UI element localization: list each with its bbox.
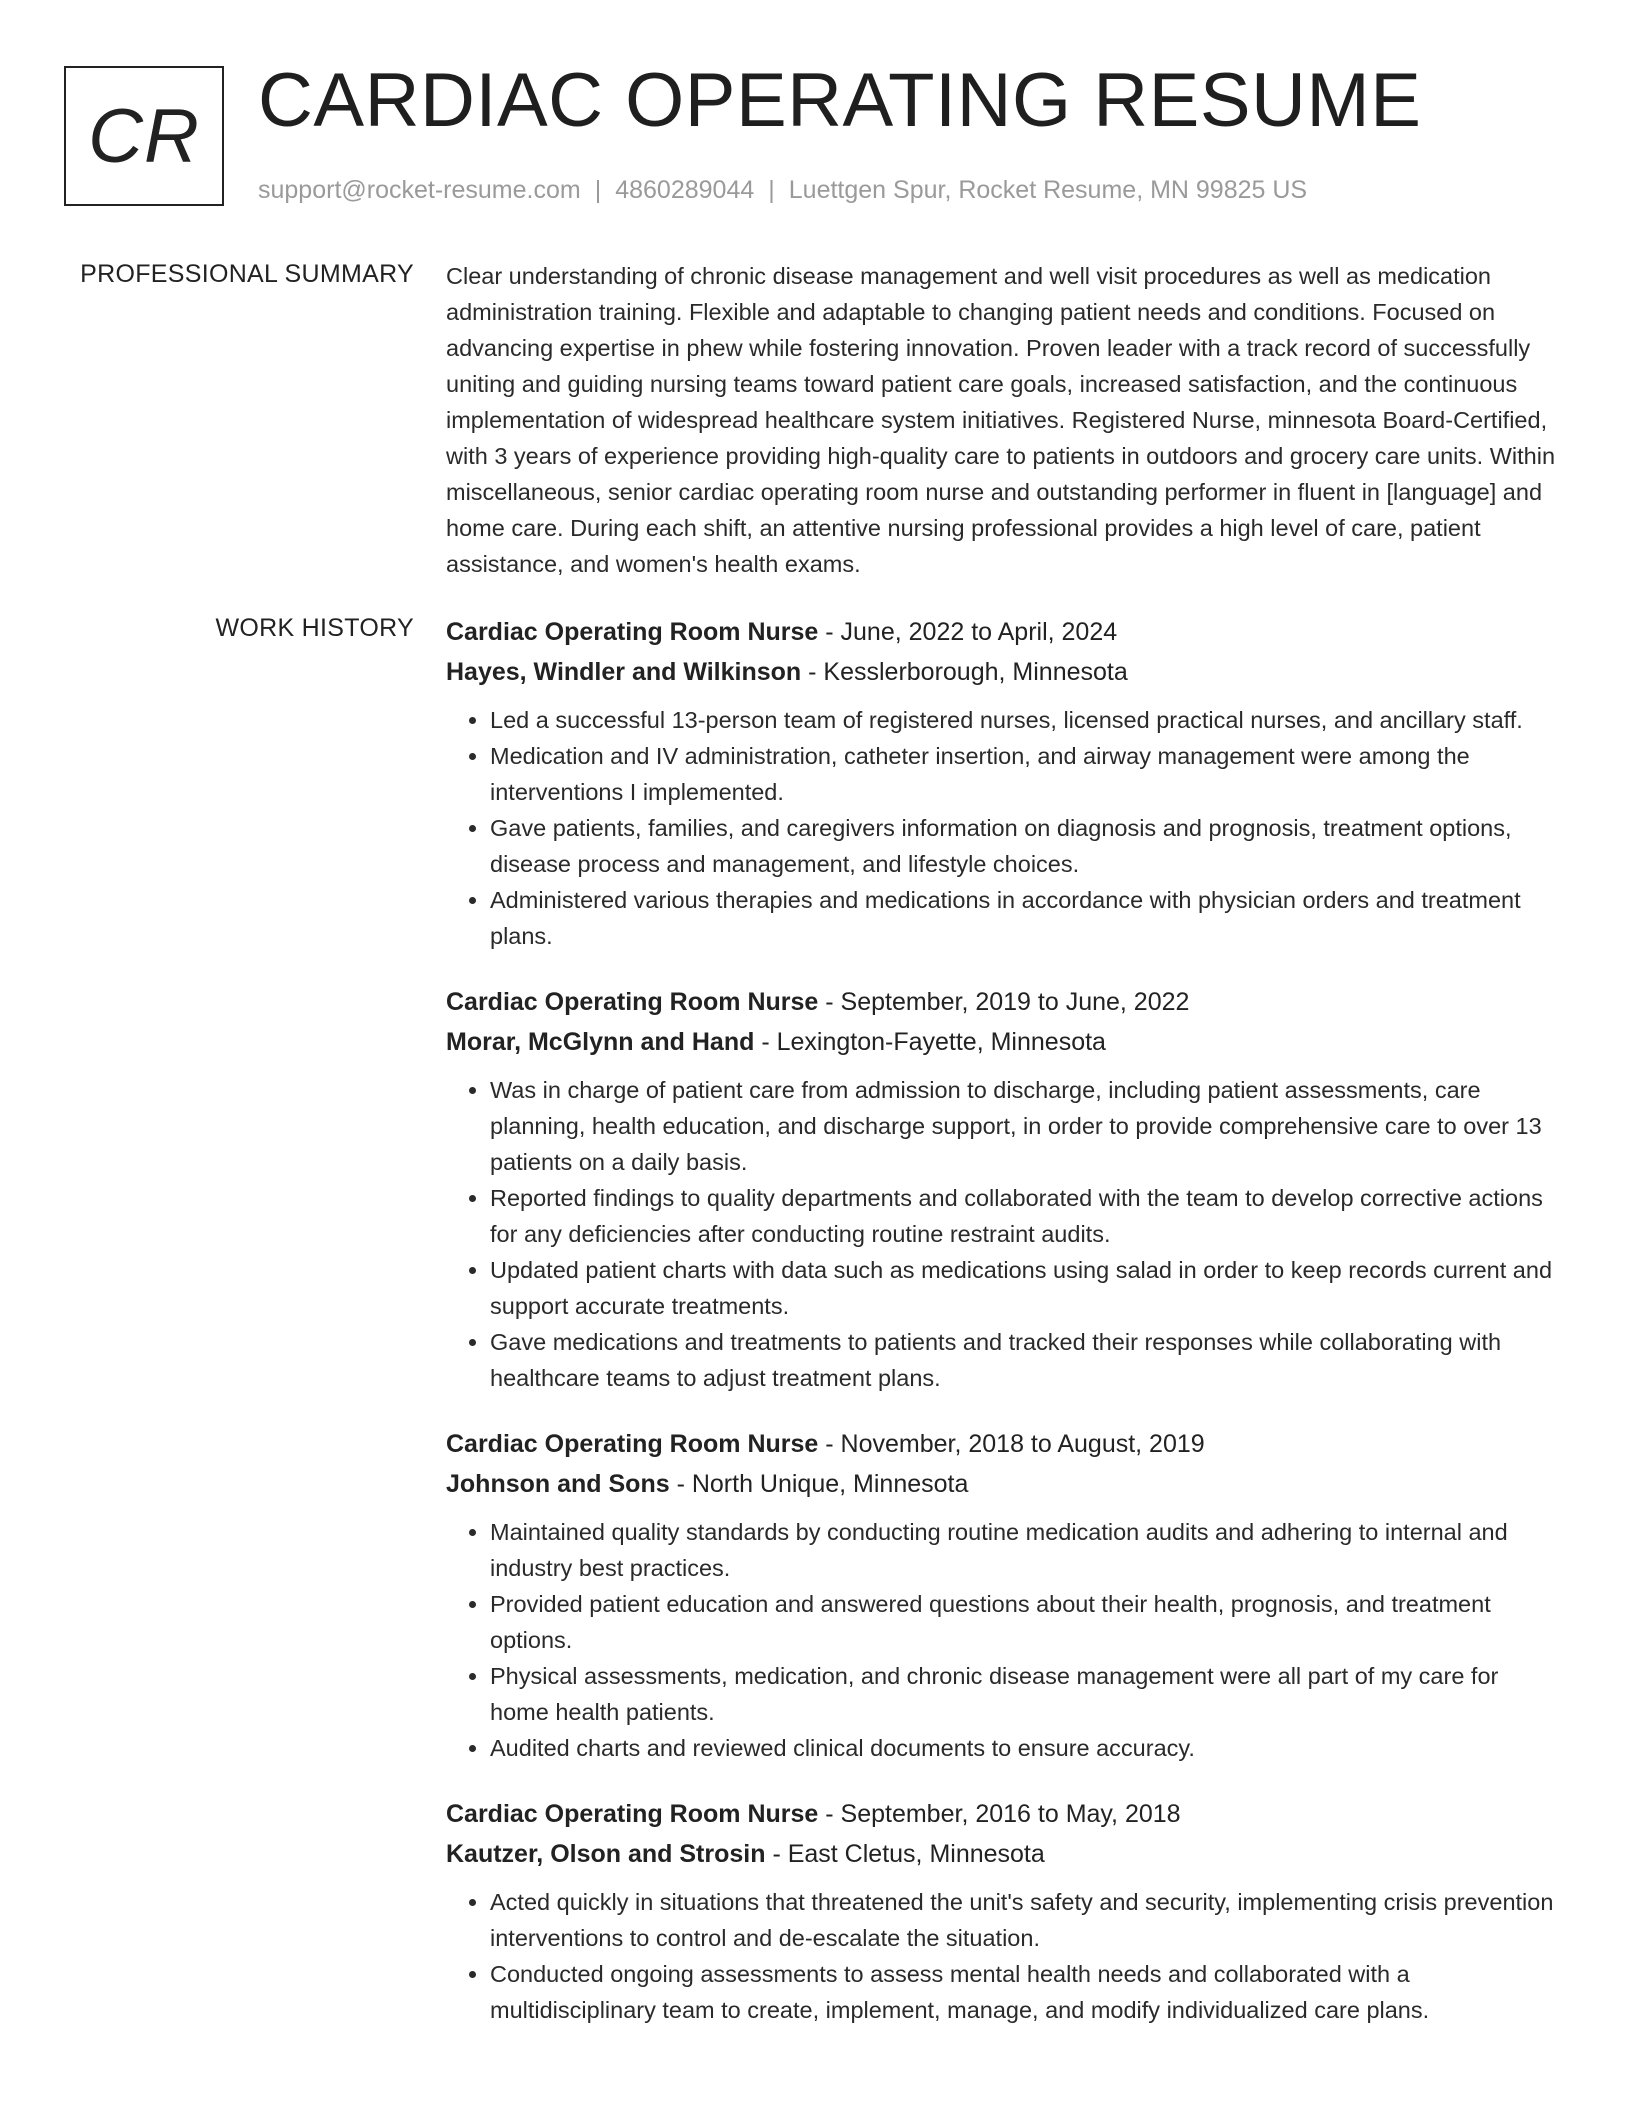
job-dates: - September, 2016 to May, 2018 xyxy=(818,1800,1181,1828)
job-location: - North Unique, Minnesota xyxy=(669,1470,969,1498)
section-label-work-history: WORK HISTORY xyxy=(215,614,414,642)
work-history-list xyxy=(446,612,1562,2056)
monogram-logo xyxy=(64,66,224,206)
section-label-summary: PROFESSIONAL SUMMARY xyxy=(80,260,414,288)
job-bullet: • Gave medications and treatments to patients and tracked their responses while collaborating with healthcare teams to adjust treatment plans. xyxy=(490,1324,1562,1396)
job-title-line xyxy=(446,612,1562,652)
job-bullet: • Physical assessments, medication, and chronic disease management were all part of my care for home health patients. xyxy=(490,1658,1562,1730)
job-title: Cardiac Operating Room Nurse xyxy=(446,618,819,646)
job-location: - East Cletus, Minnesota xyxy=(765,1840,1045,1868)
job-dates: - June, 2022 to April, 2024 xyxy=(818,618,1118,646)
contact-line xyxy=(258,174,1307,206)
job-entry xyxy=(446,1794,1562,2028)
job-bullet-list xyxy=(446,702,1562,954)
job-entry xyxy=(446,1424,1562,1766)
job-entry xyxy=(446,612,1562,954)
company-name: Kautzer, Olson and Strosin xyxy=(446,1840,766,1868)
job-bullet: • Acted quickly in situations that threatened the unit's safety and security, implementing crisis prevention interventions to control and de-escalate the situation. xyxy=(490,1884,1562,1956)
job-dates: - September, 2019 to June, 2022 xyxy=(818,988,1190,1016)
job-bullet: • Led a successful 13-person team of registered nurses, licensed practical nurses, and ancillary staff. xyxy=(490,702,1562,738)
company-name: Hayes, Windler and Wilkinson xyxy=(446,658,802,686)
job-title-line xyxy=(446,982,1562,1022)
job-bullet-list xyxy=(446,1514,1562,1766)
job-bullet: • Administered various therapies and medications in accordance with physician orders and treatment plans. xyxy=(490,882,1562,954)
job-title: Cardiac Operating Room Nurse xyxy=(446,1800,819,1828)
job-title-line xyxy=(446,1424,1562,1464)
job-bullet: • Medication and IV administration, catheter insertion, and airway management were among the interventions I implemented. xyxy=(490,738,1562,810)
job-title: Cardiac Operating Room Nurse xyxy=(446,1430,819,1458)
job-location: - Lexington-Fayette, Minnesota xyxy=(754,1028,1106,1056)
job-bullet: • Provided patient education and answered questions about their health, prognosis, and treatment options. xyxy=(490,1586,1562,1658)
company-name: Morar, McGlynn and Hand xyxy=(446,1028,755,1056)
address: Luettgen Spur, Rocket Resume, MN 99825 US xyxy=(788,176,1308,204)
job-bullet: • Maintained quality standards by conducting routine medication audits and adhering to internal and industry best practices. xyxy=(490,1514,1562,1586)
phone-number: 4860289044 xyxy=(615,176,755,204)
job-bullet: • Gave patients, families, and caregivers information on diagnosis and prognosis, treatment options, disease process and management, and lifestyle choices. xyxy=(490,810,1562,882)
job-company-line xyxy=(446,1834,1562,1874)
job-title-line xyxy=(446,1794,1562,1834)
job-company-line xyxy=(446,652,1562,692)
job-company-line xyxy=(446,1464,1562,1504)
professional-summary-text: Clear understanding of chronic disease management and well visit procedures as well as medication administration training. Flexible and adaptable to changing patient needs and conditions. Focused on advancing expertise in phew while fostering innovation. Proven leader with a track record of successfully uniting and guiding nursing teams toward patient care goals, increased satisfaction, and the continuous implementation of widespread healthcare system initiatives. Registered Nurse, minnesota Board-Certified, with 3 years of experience providing high-quality care to patients in outdoors and grocery care units. Within miscellaneous, senior cardiac operating room nurse and outstanding performer in fluent in [language] and home care. During each shift, an attentive nursing professional provides a high level of care, patient assistance, and women's health exams. xyxy=(446,263,1556,577)
job-bullet: • Was in charge of patient care from admission to discharge, including patient assessments, care planning, health education, and discharge support, in order to provide comprehensive care to over 13 patients on a daily basis. xyxy=(490,1072,1562,1180)
job-bullet-list xyxy=(446,1884,1562,2028)
job-bullet-list xyxy=(446,1072,1562,1396)
company-name: Johnson and Sons xyxy=(446,1470,670,1498)
job-company-line xyxy=(446,1022,1562,1062)
resume-title: CARDIAC OPERATING RESUME xyxy=(258,58,1422,143)
contact-separator: | xyxy=(768,176,775,204)
monogram-text: CR xyxy=(88,93,200,179)
job-entry xyxy=(446,982,1562,1396)
job-dates: - November, 2018 to August, 2019 xyxy=(818,1430,1205,1458)
email-link[interactable]: support@rocket-resume.com xyxy=(258,176,581,204)
contact-separator: | xyxy=(594,176,602,204)
job-bullet: • Conducted ongoing assessments to assess mental health needs and collaborated with a multidisciplinary team to create, implement, manage, and modify individualized care plans. xyxy=(490,1956,1562,2028)
job-title: Cardiac Operating Room Nurse xyxy=(446,988,819,1016)
job-location: - Kesslerborough, Minnesota xyxy=(801,658,1128,686)
job-bullet: • Updated patient charts with data such as medications using salad in order to keep records current and support accurate treatments. xyxy=(490,1252,1562,1324)
job-bullet: • Reported findings to quality departments and collaborated with the team to develop corrective actions for any deficiencies after conducting routine restraint audits. xyxy=(490,1180,1562,1252)
job-bullet: • Audited charts and reviewed clinical documents to ensure accuracy. xyxy=(490,1730,1562,1766)
